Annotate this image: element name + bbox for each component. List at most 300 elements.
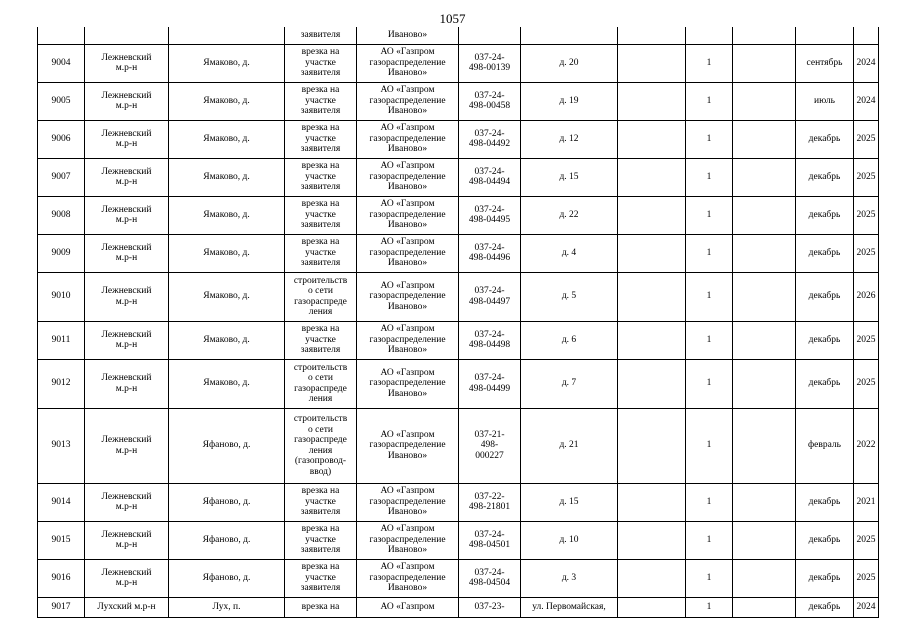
cell-year [854,272,879,321]
cell-organization [357,597,459,617]
cell-district [85,196,169,234]
cell-organization-text: АО «Газпром газораспределение Иваново» [369,324,446,356]
cell-settlement [169,321,285,359]
cell-year [854,521,879,559]
cell-district [85,272,169,321]
cell-organization-text: АО «Газпром газораспределение Иваново» [369,562,446,594]
cell-organization-text: АО «Газпром газораспределение Иваново» [369,237,446,269]
cell-count-text: 1 [706,496,712,507]
cell-district [85,521,169,559]
cell-settlement-text: Ямаково, д. [203,209,250,220]
cell-code [459,234,521,272]
cell-num-text: 9009 [51,247,71,258]
cell-year-text: 2024 [856,95,876,106]
cell-settlement-text: Ямаково, д. [203,378,250,389]
cell-organization [357,82,459,120]
cell-blank [618,158,686,196]
cell-count-text: 1 [706,572,712,583]
cell-month [796,321,854,359]
cell-district-text: Лежневский м.р-н [101,373,152,394]
cell-month-text: декабрь [808,534,841,545]
cell-address-text: д. 15 [559,171,579,182]
cell-blank [733,321,796,359]
cell-num [38,408,85,483]
cell-work-type [285,597,357,617]
cell-district-text: Лежневский м.р-н [101,242,152,263]
cell-year [854,408,879,483]
cell-address-text: д. 10 [559,534,579,545]
cell-organization-text: АО «Газпром газораспределение Иваново» [369,47,446,79]
cell-num-text: 9004 [51,57,71,68]
cell-month-text: декабрь [808,291,841,302]
cell-address-text: д. 22 [559,209,579,220]
cell-address [521,483,618,521]
cell-address-text: д. 21 [559,440,579,451]
cell-work-type [285,321,357,359]
cell-address [521,597,618,617]
cell-blank [618,483,686,521]
cell-num [38,272,85,321]
cell-code [459,272,521,321]
cell-year-text: 2025 [856,572,876,583]
cell-blank [618,196,686,234]
cell-code-text: 037-24- 498-04504 [468,567,511,588]
cell-blank [733,597,796,617]
cell-blank [733,44,796,82]
cell-count-text: 1 [706,334,712,345]
cell-count [686,234,733,272]
cell-address-text: ул. Первомайская, [532,601,606,612]
cell-month-text: февраль [808,440,841,451]
table-row [38,158,879,196]
cell-blank [618,408,686,483]
cell-num-text: 9017 [51,601,71,612]
table-row [38,234,879,272]
cell-count-text: 1 [706,95,712,106]
cell-code-text: 037-21- 498- 000227 [474,429,505,461]
cell-year [854,120,879,158]
cell-district [85,597,169,617]
cell-address [521,408,618,483]
cell-district-text: Лежневский м.р-н [101,90,152,111]
page-number: 1057 [439,11,466,26]
cell-num [38,44,85,82]
cell-work-type-text: врезка на участке заявителя [300,486,341,518]
cell-year-text: 2025 [856,247,876,258]
cell-code [459,120,521,158]
cell-num-text: 9014 [51,496,71,507]
cell-num-text: 9016 [51,572,71,583]
cell-code [459,483,521,521]
cell-count-text: 1 [706,534,712,545]
cell-settlement [169,483,285,521]
cell-district [85,27,169,44]
cell-organization [357,321,459,359]
cell-code [459,44,521,82]
cell-district [85,483,169,521]
cell-settlement-text: Яфаново, д. [202,496,251,507]
cell-work-type [285,27,357,44]
cell-settlement-text: Ямаково, д. [203,95,250,106]
cell-month [796,483,854,521]
cell-work-type-text: врезка на участке заявителя [300,324,341,356]
cell-district-text: Лежневский м.р-н [101,329,152,350]
cell-work-type-text: врезка на участке заявителя [300,562,341,594]
cell-organization-text: АО «Газпром газораспределение Иваново» [369,199,446,231]
cell-code [459,196,521,234]
cell-year-text: 2026 [856,291,876,302]
cell-code-text: 037-23- [474,601,505,612]
cell-code [459,597,521,617]
table-row [38,44,879,82]
cell-year [854,321,879,359]
cell-blank [618,272,686,321]
cell-work-type-text: врезка на участке заявителя [300,47,341,79]
cell-code-text: 037-22- 498-21801 [468,491,511,512]
cell-organization [357,27,459,44]
cell-organization-text: АО «Газпром газораспределение Иваново» [369,123,446,155]
continuation-organization: Иваново» [387,30,428,40]
cell-num [38,82,85,120]
cell-blank [733,408,796,483]
cell-blank [618,359,686,408]
cell-month-text: декабрь [808,601,841,612]
cell-district [85,321,169,359]
cell-count-text: 1 [706,133,712,144]
table-row [38,408,879,483]
cell-count [686,359,733,408]
cell-organization-text: АО «Газпром газораспределение Иваново» [369,367,446,399]
cell-organization [357,559,459,597]
cell-organization [357,196,459,234]
cell-month-text: декабрь [808,171,841,182]
cell-count [686,483,733,521]
cell-blank [733,234,796,272]
cell-settlement [169,559,285,597]
cell-count-text: 1 [706,247,712,258]
cell-address [521,82,618,120]
cell-organization-text: АО «Газпром газораспределение Иваново» [369,429,446,461]
cell-settlement-text: Ямаково, д. [203,247,250,258]
cell-count-text: 1 [706,57,712,68]
cell-month [796,597,854,617]
cell-address-text: д. 20 [559,57,579,68]
cell-code [459,359,521,408]
cell-settlement-text: Яфаново, д. [202,440,251,451]
cell-code-text: 037-24- 498-04499 [468,373,511,394]
cell-work-type [285,483,357,521]
cell-work-type [285,521,357,559]
table-row [38,120,879,158]
cell-organization [357,483,459,521]
cell-year-text: 2025 [856,133,876,144]
cell-settlement-text: Лух, п. [212,601,241,612]
cell-district [85,559,169,597]
cell-address [521,359,618,408]
cell-district-text: Лежневский м.р-н [101,128,152,149]
cell-settlement [169,521,285,559]
cell-blank [618,521,686,559]
cell-settlement-text: Ямаково, д. [203,334,250,345]
continuation-row [38,27,879,44]
cell-district-text: Лежневский м.р-н [101,166,152,187]
table-row [38,359,879,408]
cell-organization [357,521,459,559]
cell-count [686,408,733,483]
cell-blank [733,196,796,234]
cell-work-type-text: строительств о сети газораспреде ления (газопровод- ввод) [293,414,348,477]
cell-address-text: д. 4 [561,247,577,258]
cell-num [38,196,85,234]
cell-month-text: декабрь [808,133,841,144]
cell-work-type [285,44,357,82]
cell-year-text: 2025 [856,209,876,220]
cell-district-text: Лежневский м.р-н [101,52,152,73]
cell-settlement [169,27,285,44]
cell-work-type-text: врезка на участке заявителя [300,123,341,155]
cell-num-text: 9015 [51,534,71,545]
cell-settlement-text: Ямаково, д. [203,291,250,302]
cell-blank [733,272,796,321]
cell-work-type [285,408,357,483]
cell-month [796,158,854,196]
cell-organization-text: АО «Газпром газораспределение Иваново» [369,280,446,312]
cell-code [459,521,521,559]
cell-code [459,321,521,359]
cell-address-text: д. 7 [561,378,577,389]
cell-month [796,359,854,408]
cell-organization [357,408,459,483]
cell-settlement [169,272,285,321]
cell-count [686,158,733,196]
cell-code [459,158,521,196]
cell-count [686,44,733,82]
cell-year-text: 2022 [856,440,876,451]
cell-work-type-text: строительств о сети газораспреде ления [293,275,348,317]
cell-district [85,234,169,272]
cell-work-type [285,272,357,321]
cell-month-text: декабрь [808,334,841,345]
cell-month [796,82,854,120]
registry-table [37,27,879,618]
cell-year-text: 2025 [856,378,876,389]
cell-count-text: 1 [706,209,712,220]
cell-blank [733,27,796,44]
cell-code-text: 037-24- 498-04496 [468,242,511,263]
cell-code [459,408,521,483]
cell-settlement-text: Ямаково, д. [203,133,250,144]
cell-district-text: Лежневский м.р-н [101,204,152,225]
cell-count-text: 1 [706,378,712,389]
cell-year-text: 2021 [856,496,876,507]
cell-address [521,27,618,44]
cell-code [459,27,521,44]
cell-work-type [285,158,357,196]
cell-count [686,196,733,234]
cell-count-text: 1 [706,601,712,612]
cell-blank [618,27,686,44]
cell-address [521,158,618,196]
cell-settlement-text: Ямаково, д. [203,57,250,68]
cell-blank [733,82,796,120]
cell-district-text: Лухский м.р-н [97,601,156,612]
cell-num-text: 9010 [51,291,71,302]
cell-organization [357,120,459,158]
cell-settlement [169,44,285,82]
cell-code-text: 037-24- 498-04494 [468,166,511,187]
cell-work-type-text: врезка на участке заявителя [300,237,341,269]
cell-settlement [169,120,285,158]
cell-work-type-text: врезка на участке заявителя [300,161,341,193]
cell-count-text: 1 [706,171,712,182]
cell-month [796,272,854,321]
cell-month [796,196,854,234]
cell-organization [357,44,459,82]
cell-num [38,359,85,408]
cell-blank [796,27,854,44]
cell-code [459,82,521,120]
table-row [38,483,879,521]
cell-num-text: 9013 [51,440,71,451]
cell-month-text: июль [813,95,836,106]
cell-settlement-text: Яфаново, д. [202,534,251,545]
cell-code-text: 037-24- 498-00139 [468,52,511,73]
cell-year-text: 2024 [856,601,876,612]
cell-num-text: 9005 [51,95,71,106]
cell-num [38,597,85,617]
cell-month [796,44,854,82]
cell-month-text: декабрь [808,496,841,507]
cell-district [85,82,169,120]
cell-month-text: декабрь [808,247,841,258]
cell-work-type-text: врезка на участке заявителя [300,199,341,231]
cell-settlement-text: Яфаново, д. [202,572,251,583]
cell-organization [357,234,459,272]
cell-address [521,196,618,234]
cell-settlement [169,359,285,408]
cell-district-text: Лежневский м.р-н [101,435,152,456]
table-row [38,521,879,559]
cell-blank [618,597,686,617]
cell-settlement [169,196,285,234]
cell-blank [733,120,796,158]
table-row [38,559,879,597]
cell-year [854,559,879,597]
cell-count [686,321,733,359]
registry-rows [38,27,879,617]
cell-count-text: 1 [706,291,712,302]
cell-blank [686,27,733,44]
cell-address-text: д. 15 [559,496,579,507]
cell-num-text: 9007 [51,171,71,182]
cell-work-type [285,234,357,272]
cell-year [854,597,879,617]
cell-code-text: 037-24- 498-04498 [468,329,511,350]
cell-settlement-text: Ямаково, д. [203,171,250,182]
cell-count [686,120,733,158]
cell-address [521,120,618,158]
cell-count [686,597,733,617]
cell-code-text: 037-24- 498-04497 [468,286,511,307]
cell-organization [357,158,459,196]
cell-year-text: 2024 [856,57,876,68]
cell-settlement [169,82,285,120]
cell-year [854,196,879,234]
cell-count [686,521,733,559]
cell-district-text: Лежневский м.р-н [101,286,152,307]
cell-num [38,234,85,272]
cell-code-text: 037-24- 498-04492 [468,128,511,149]
cell-organization-text: АО «Газпром газораспределение Иваново» [369,486,446,518]
table-row [38,82,879,120]
cell-year [854,44,879,82]
cell-code-text: 037-24- 498-04495 [468,204,511,225]
cell-num [38,559,85,597]
cell-num [38,27,85,44]
cell-blank [618,559,686,597]
table-row [38,597,879,617]
cell-code [459,559,521,597]
cell-blank [618,234,686,272]
cell-address-text: д. 3 [561,572,577,583]
cell-work-type-text: врезка на участке заявителя [300,524,341,556]
cell-num [38,521,85,559]
cell-district [85,44,169,82]
cell-blank [733,521,796,559]
table-row [38,272,879,321]
cell-district [85,359,169,408]
cell-month-text: сентябрь [806,57,843,68]
cell-year [854,359,879,408]
cell-month [796,234,854,272]
cell-count [686,559,733,597]
cell-address [521,44,618,82]
cell-blank [618,44,686,82]
cell-month-text: декабрь [808,209,841,220]
cell-num [38,321,85,359]
cell-year-text: 2025 [856,534,876,545]
cell-district [85,158,169,196]
cell-num [38,158,85,196]
cell-blank [733,483,796,521]
cell-address [521,321,618,359]
cell-num [38,120,85,158]
cell-year [854,158,879,196]
cell-settlement [169,234,285,272]
table-row [38,196,879,234]
cell-address-text: д. 19 [559,95,579,106]
cell-settlement [169,408,285,483]
cell-organization-text: АО «Газпром газораспределение Иваново» [369,161,446,193]
cell-year [854,483,879,521]
cell-organization-text: АО «Газпром газораспределение Иваново» [369,524,446,556]
cell-work-type [285,82,357,120]
cell-num-text: 9012 [51,378,71,389]
cell-settlement [169,597,285,617]
cell-num-text: 9006 [51,133,71,144]
cell-year-text: 2025 [856,334,876,345]
table-row [38,321,879,359]
cell-address [521,559,618,597]
cell-address [521,521,618,559]
cell-num-text: 9008 [51,209,71,220]
cell-work-type-text: врезка на [301,601,340,612]
cell-code-text: 037-24- 498-00458 [468,90,511,111]
cell-district-text: Лежневский м.р-н [101,567,152,588]
cell-address-text: д. 5 [561,291,577,302]
cell-organization-text: АО «Газпром газораспределение Иваново» [369,85,446,117]
cell-num [38,483,85,521]
